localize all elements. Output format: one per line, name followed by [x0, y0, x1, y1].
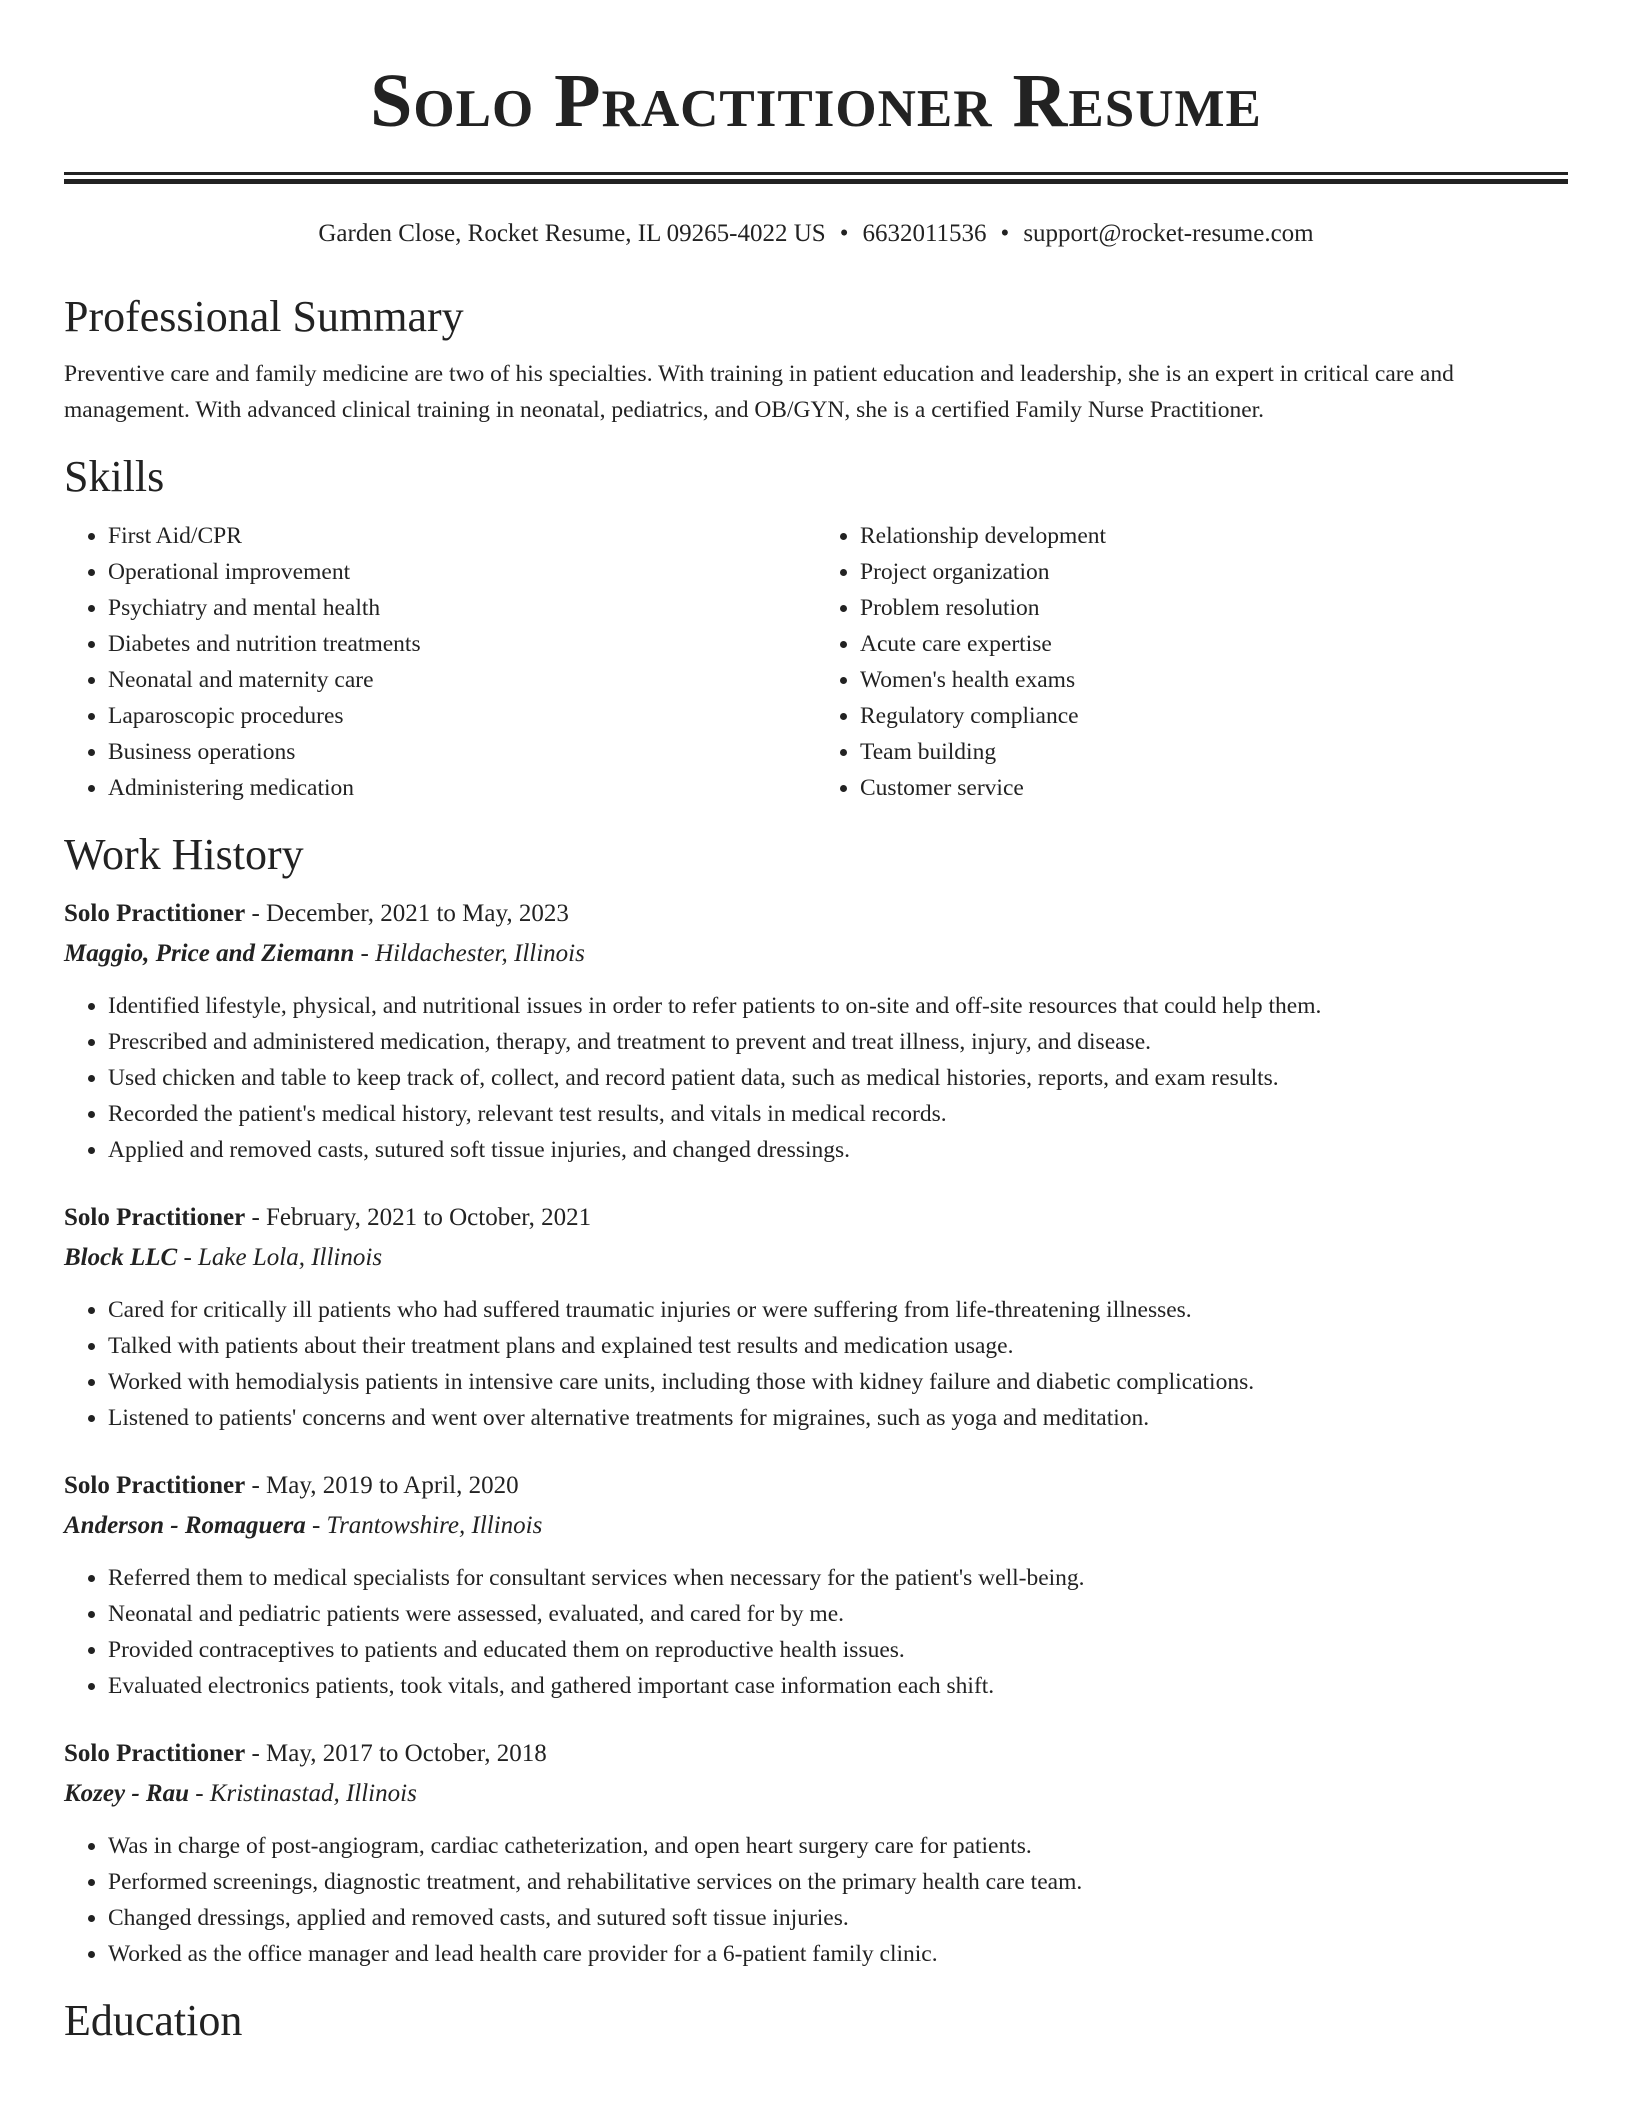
work-history-section	[64, 828, 1568, 1972]
education-heading: Education	[64, 1996, 243, 2045]
job-bullet: • Prescribed and administered medication, therapy, and treatment to prevent and treat illness, injury, and disease.	[108, 1024, 1568, 1060]
job-title-line	[64, 896, 1568, 932]
job-dates: - May, 2019 to April, 2020	[245, 1472, 519, 1499]
job-bullet: • Referred them to medical specialists for consultant services when necessary for the patient's well-being.	[108, 1560, 1568, 1596]
job-bullet: • Cared for critically ill patients who had suffered traumatic injuries or were suffering from life-threatening illnesses.	[108, 1292, 1568, 1328]
work-history-heading: Work History	[64, 830, 304, 879]
job-bullet: • Worked with hemodialysis patients in intensive care units, including those with kidney failure and diabetic complications.	[108, 1364, 1568, 1400]
job-bullet: • Used chicken and table to keep track of, collect, and record patient data, such as medical histories, reports, and exam results.	[108, 1060, 1568, 1096]
skill-item: • Diabetes and nutrition treatments	[108, 626, 816, 662]
job-role: Solo Practitioner	[64, 1740, 246, 1767]
job-entry	[64, 1736, 1568, 1972]
job-dates: - December, 2021 to May, 2023	[245, 900, 569, 927]
job-dates: - February, 2021 to October, 2021	[245, 1204, 592, 1231]
skill-item: • Acute care expertise	[860, 626, 1568, 662]
job-bullet: • Provided contraceptives to patients and educated them on reproductive health issues.	[108, 1632, 1568, 1668]
skill-item: • Team building	[860, 734, 1568, 770]
job-role: Solo Practitioner	[64, 900, 246, 927]
skill-item: • Neonatal and maternity care	[108, 662, 816, 698]
job-bullet: • Talked with patients about their treatment plans and explained test results and medication usage.	[108, 1328, 1568, 1364]
skills-section	[64, 450, 1568, 806]
job-bullet: • Worked as the office manager and lead health care provider for a 6-patient family clinic.	[108, 1936, 1568, 1972]
skill-item: • Laparoscopic procedures	[108, 698, 816, 734]
contact-separator: •	[839, 220, 849, 247]
skills-heading: Skills	[64, 452, 165, 501]
skills-list-left	[64, 518, 816, 806]
job-bullet: • Applied and removed casts, sutured soft tissue injuries, and changed dressings.	[108, 1132, 1568, 1168]
job-role: Solo Practitioner	[64, 1204, 246, 1231]
skill-item: • First Aid/CPR	[108, 518, 816, 554]
job-entry	[64, 1468, 1568, 1704]
job-company: Anderson - Romaguera	[64, 1512, 306, 1539]
job-location: - Hildachester, Illinois	[354, 940, 585, 967]
job-company-line	[64, 1508, 1568, 1544]
job-company: Block LLC	[64, 1244, 178, 1271]
job-bullet: • Evaluated electronics patients, took vitals, and gathered important case information each shift.	[108, 1668, 1568, 1704]
contact-separator: •	[1000, 220, 1010, 247]
summary-text: Preventive care and family medicine are two of his specialties. With training in patient education and leadership, she is an expert in critical care and management. With advanced clinical training in neonatal, pediatrics, and OB/GYN, she is a certified Family Nurse Practitioner.	[64, 361, 1454, 423]
contact-address: Garden Close, Rocket Resume, IL 09265-4022 US	[318, 220, 826, 247]
job-bullet: • Performed screenings, diagnostic treatment, and rehabilitative services on the primary health care team.	[108, 1864, 1568, 1900]
contact-phone: 6632011536	[862, 220, 987, 247]
job-bullets	[64, 1292, 1568, 1436]
skill-item: • Customer service	[860, 770, 1568, 806]
job-location: - Trantowshire, Illinois	[305, 1512, 543, 1539]
job-company-line	[64, 936, 1568, 972]
skill-item: • Administering medication	[108, 770, 816, 806]
job-bullets	[64, 988, 1568, 1168]
title-divider	[64, 172, 1568, 184]
job-entry	[64, 1200, 1568, 1436]
job-bullet: • Neonatal and pediatric patients were assessed, evaluated, and cared for by me.	[108, 1596, 1568, 1632]
job-bullet: • Recorded the patient's medical history, relevant test results, and vitals in medical records.	[108, 1096, 1568, 1132]
summary-heading: Professional Summary	[64, 292, 464, 341]
job-location: - Kristinastad, Illinois	[189, 1780, 417, 1807]
skill-item: • Relationship development	[860, 518, 1568, 554]
job-bullet: • Changed dressings, applied and removed casts, and sutured soft tissue injuries.	[108, 1900, 1568, 1936]
job-bullets	[64, 1828, 1568, 1972]
job-title-line	[64, 1468, 1568, 1504]
skills-grid	[64, 518, 1568, 806]
skills-list-right	[816, 518, 1568, 806]
skill-item: • Business operations	[108, 734, 816, 770]
job-company: Kozey - Rau	[64, 1780, 189, 1807]
job-company: Maggio, Price and Ziemann	[64, 940, 355, 967]
contact-line	[64, 218, 1568, 250]
resume-title: Solo Practitioner Resume	[370, 59, 1262, 143]
skill-item: • Operational improvement	[108, 554, 816, 590]
job-title-line	[64, 1200, 1568, 1236]
skill-item: • Psychiatry and mental health	[108, 590, 816, 626]
job-location: - Lake Lola, Illinois	[177, 1244, 383, 1271]
job-bullet: • Identified lifestyle, physical, and nutritional issues in order to refer patients to on-site and off-site resources that could help them.	[108, 988, 1568, 1024]
job-title-line	[64, 1736, 1568, 1772]
skill-item: • Project organization	[860, 554, 1568, 590]
skill-item: • Regulatory compliance	[860, 698, 1568, 734]
contact-email: support@rocket-resume.com	[1023, 220, 1314, 247]
education-section	[64, 1994, 1568, 2048]
skill-item: • Women's health exams	[860, 662, 1568, 698]
job-company-line	[64, 1776, 1568, 1812]
job-bullet: • Was in charge of post-angiogram, cardiac catheterization, and open heart surgery care for patients.	[108, 1828, 1568, 1864]
job-bullet: • Listened to patients' concerns and went over alternative treatments for migraines, such as yoga and meditation.	[108, 1400, 1568, 1436]
job-entry	[64, 896, 1568, 1168]
job-dates: - May, 2017 to October, 2018	[245, 1740, 547, 1767]
job-bullets	[64, 1560, 1568, 1704]
job-role: Solo Practitioner	[64, 1472, 246, 1499]
job-company-line	[64, 1240, 1568, 1276]
skill-item: • Problem resolution	[860, 590, 1568, 626]
summary-section	[64, 290, 1568, 428]
